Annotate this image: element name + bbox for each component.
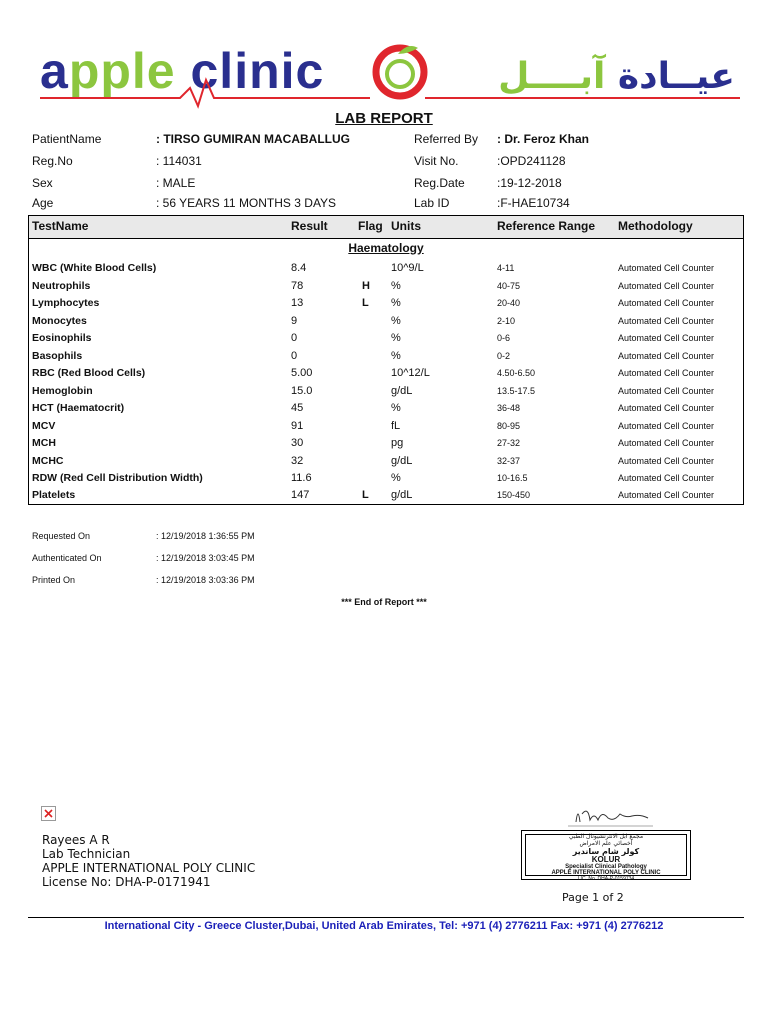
printed-value: : 12/19/2018 3:03:36 PM	[156, 575, 255, 585]
table-row	[29, 402, 743, 419]
cell-flag: H	[362, 280, 370, 292]
cell-units: %	[391, 402, 401, 414]
age-value: : 56 YEARS 11 MONTHS 3 DAYS	[156, 196, 337, 210]
table-row	[29, 297, 743, 314]
cell-result: 91	[291, 420, 304, 432]
cell-reference-range: 13.5-17.5	[497, 386, 536, 396]
cell-methodology: Automated Cell Counter	[618, 316, 715, 326]
cell-testname: WBC (White Blood Cells)	[32, 262, 157, 274]
cell-methodology: Automated Cell Counter	[618, 473, 715, 483]
age-label: Age	[32, 196, 54, 210]
cell-result: 32	[291, 455, 304, 467]
cell-methodology: Automated Cell Counter	[618, 490, 715, 500]
results-table	[28, 215, 744, 505]
cell-methodology: Automated Cell Counter	[618, 456, 715, 466]
table-header	[29, 216, 743, 239]
cell-testname: MCV	[32, 420, 56, 432]
cell-units: %	[391, 315, 401, 327]
labid-value: :F-HAE10734	[497, 196, 570, 210]
referred-value: : Dr. Feroz Khan	[497, 132, 590, 146]
cell-units: fL	[391, 420, 401, 432]
table-row	[29, 455, 743, 472]
cell-methodology: Automated Cell Counter	[618, 263, 715, 273]
technician-name: Rayees A R	[42, 833, 110, 847]
cell-reference-range: 150-450	[497, 490, 531, 500]
stamp-title: Specialist Clinical Pathology	[565, 864, 647, 870]
cell-result: 11.6	[291, 472, 312, 484]
stamp-ar-line1: مجمع ابل الانترنشيونال الطبي	[568, 833, 644, 840]
cell-reference-range: 40-75	[497, 281, 521, 291]
cell-methodology: Automated Cell Counter	[618, 281, 715, 291]
cell-methodology: Automated Cell Counter	[618, 386, 715, 396]
cell-testname: RBC (Red Blood Cells)	[32, 367, 146, 379]
logo-text-en: apple clinic	[40, 43, 325, 99]
technician-block	[42, 833, 255, 889]
regdate-value: :19-12-2018	[497, 176, 562, 190]
cell-units: g/dL	[391, 455, 413, 467]
cell-reference-range: 4.50-6.50	[497, 368, 536, 378]
table-row	[29, 262, 743, 279]
cell-result: 78	[291, 280, 304, 292]
col-testname: TestName	[32, 219, 89, 233]
regno-value: : 114031	[156, 154, 202, 168]
pathologist-stamp	[521, 830, 691, 880]
cell-methodology: Automated Cell Counter	[618, 403, 715, 413]
cell-result: 8.4	[291, 262, 307, 274]
cell-reference-range: 20-40	[497, 298, 521, 308]
requested-value: : 12/19/2018 1:36:55 PM	[156, 531, 255, 541]
cell-reference-range: 10-16.5	[497, 473, 528, 483]
cell-result: 0	[291, 350, 298, 362]
patient-name-label: PatientName	[32, 132, 102, 146]
cell-flag: L	[362, 489, 369, 501]
cell-reference-range: 32-37	[497, 456, 521, 466]
cell-result: 0	[291, 332, 298, 344]
cell-testname: Basophils	[32, 350, 83, 362]
cell-testname: Neutrophils	[32, 280, 91, 292]
section-haematology: Haematology	[348, 241, 424, 255]
cell-flag: L	[362, 297, 369, 309]
sex-label: Sex	[32, 176, 53, 190]
regno-label: Reg.No	[32, 154, 73, 168]
col-result: Result	[291, 219, 328, 233]
report-title: LAB REPORT	[335, 110, 433, 127]
cell-units: %	[391, 280, 401, 292]
cell-reference-range: 0-6	[497, 333, 511, 343]
cell-testname: Platelets	[32, 489, 76, 501]
sex-value: : MALE	[156, 176, 196, 190]
col-units: Units	[391, 219, 421, 233]
referred-label: Referred By	[414, 132, 479, 146]
cell-testname: HCT (Haematocrit)	[32, 402, 125, 414]
table-row	[29, 367, 743, 384]
cell-units: g/dL	[391, 489, 413, 501]
cell-result: 147	[291, 489, 310, 501]
table-row	[29, 437, 743, 454]
cell-methodology: Automated Cell Counter	[618, 421, 715, 431]
table-row	[29, 385, 743, 402]
authenticated-value: : 12/19/2018 3:03:45 PM	[156, 553, 255, 563]
col-methodology: Methodology	[618, 219, 693, 233]
table-row	[29, 350, 743, 367]
page-number: Page 1 of 2	[562, 891, 624, 904]
cell-testname: MCHC	[32, 455, 64, 467]
labid-label: Lab ID	[414, 196, 450, 210]
authenticated-label: Authenticated On	[32, 553, 102, 563]
cell-result: 15.0	[291, 385, 313, 397]
cell-methodology: Automated Cell Counter	[618, 298, 715, 308]
cell-reference-range: 36-48	[497, 403, 521, 413]
table-row	[29, 420, 743, 437]
table-row	[29, 489, 743, 506]
cell-units: %	[391, 297, 401, 309]
cell-testname: MCH	[32, 437, 56, 449]
stamp-ar-line2: أخصائي علم الامراض	[579, 840, 633, 847]
stamp-name: KOLUR	[591, 855, 621, 864]
cell-units: pg	[391, 437, 404, 449]
footer-divider	[28, 917, 744, 918]
cell-result: 5.00	[291, 367, 313, 379]
footer-address: International City - Greece Cluster,Dubai, United Arab Emirates, Tel: +971 (4) 2776211 Fax: +971 (4) 2776212	[104, 920, 664, 932]
cell-reference-range: 0-2	[497, 351, 511, 361]
cell-result: 13	[291, 297, 304, 309]
stamp-ar-name: كولر شام ساندير	[572, 847, 640, 856]
cell-methodology: Automated Cell Counter	[618, 351, 715, 361]
cell-units: %	[391, 472, 401, 484]
technician-org: APPLE INTERNATIONAL POLY CLINIC	[42, 861, 256, 875]
broken-image-icon	[41, 806, 56, 821]
cell-testname: Lymphocytes	[32, 297, 100, 309]
technician-license: License No: DHA-P-0171941	[42, 875, 211, 889]
cell-testname: RDW (Red Cell Distribution Width)	[32, 472, 203, 484]
cell-reference-range: 27-32	[497, 438, 521, 448]
cell-units: %	[391, 332, 401, 344]
cell-methodology: Automated Cell Counter	[618, 368, 715, 378]
visit-value: :OPD241128	[497, 154, 566, 168]
cell-units: 10^12/L	[391, 367, 430, 379]
cell-testname: Monocytes	[32, 315, 87, 327]
cell-units: g/dL	[391, 385, 413, 397]
table-row	[29, 280, 743, 297]
cell-reference-range: 4-11	[497, 263, 515, 273]
regdate-label: Reg.Date	[414, 176, 465, 190]
cell-result: 9	[291, 315, 298, 327]
cell-units: %	[391, 350, 401, 362]
col-flag: Flag	[358, 219, 383, 233]
cell-reference-range: 2-10	[497, 316, 516, 326]
cell-testname: Hemoglobin	[32, 385, 93, 397]
cell-result: 30	[291, 437, 304, 449]
logo-text-ar: عيــادة آبــــل	[498, 56, 735, 97]
cell-units: 10^9/L	[391, 262, 424, 274]
cell-methodology: Automated Cell Counter	[618, 333, 715, 343]
stamp-org: APPLE INTERNATIONAL POLY CLINIC	[551, 870, 661, 876]
cell-testname: Eosinophils	[32, 332, 92, 344]
requested-label: Requested On	[32, 531, 91, 541]
stamp-license: LIC. No. DHA-P-0159734	[577, 876, 635, 882]
apple-clinic-logo	[40, 40, 740, 110]
cell-result: 45	[291, 402, 304, 414]
pathologist-signature	[568, 802, 653, 830]
apple-icon	[376, 46, 424, 96]
cell-methodology: Automated Cell Counter	[618, 438, 715, 448]
technician-role: Lab Technician	[42, 847, 131, 861]
table-row	[29, 332, 743, 349]
table-row	[29, 315, 743, 332]
table-row	[29, 472, 743, 489]
printed-label: Printed On	[32, 575, 76, 585]
patient-name-value: : TIRSO GUMIRAN MACABALLUG	[156, 132, 350, 146]
col-reference-range: Reference Range	[497, 219, 596, 233]
end-of-report: *** End of Report ***	[341, 597, 427, 607]
cell-reference-range: 80-95	[497, 421, 521, 431]
visit-label: Visit No.	[414, 154, 459, 168]
